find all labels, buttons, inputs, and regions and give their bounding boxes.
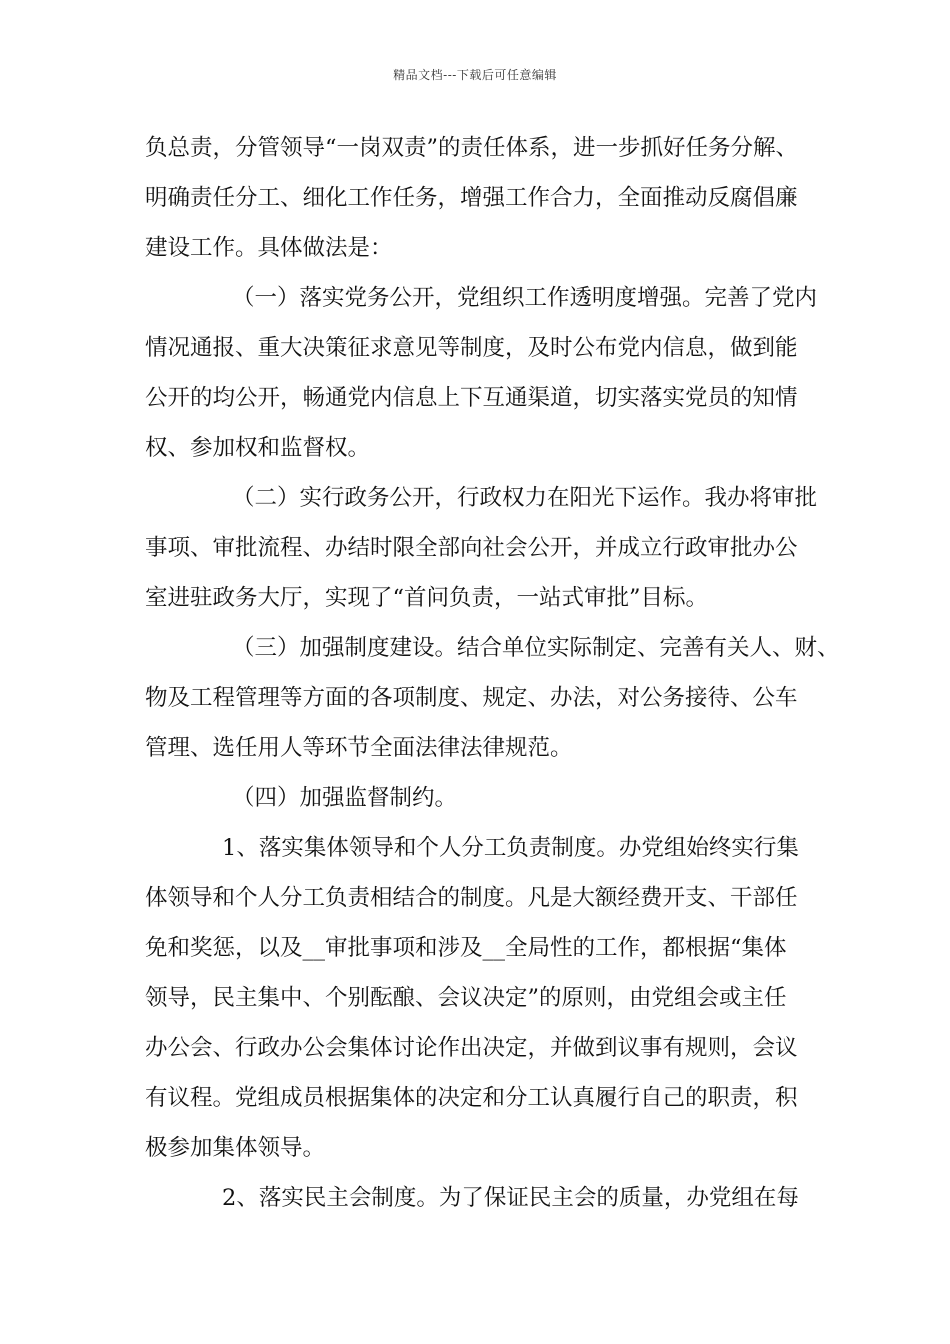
- paragraph-line: 物及工程管理等方面的各项制度、规定、办法，对公务接待、公车: [145, 685, 798, 711]
- paragraph-line: 管理、选任用人等环节全面法律法律规范。: [145, 735, 573, 761]
- paragraph-line: 2、落实民主会制度。为了保证民主会的质量，办党组在每: [222, 1185, 799, 1211]
- paragraph-line: 权、参加权和监督权。: [145, 435, 371, 461]
- paragraph-line: （二）实行政务公开，行政权力在阳光下运作。我办将审批: [232, 485, 818, 511]
- paragraph-line: 极参加集体领导。: [145, 1135, 326, 1161]
- paragraph-line: 办公会、行政办公会集体讨论作出决定，并做到议事有规则，会议: [145, 1035, 798, 1061]
- paragraph-line: 免和奖惩，以及__审批事项和涉及__全局性的工作，都根据“集体: [145, 935, 787, 961]
- page-header: 精品文档---下载后可任意编辑: [393, 68, 557, 82]
- paragraph-line: 明确责任分工、细化工作任务，增强工作合力，全面推动反腐倡廉: [145, 185, 798, 211]
- paragraph-line: 室进驻政务大厅，实现了“首问负责，一站式审批”目标。: [145, 585, 709, 611]
- paragraph-line: 负总责，分管领导“一岗双责”的责任体系，进一步抓好任务分解、: [145, 135, 799, 161]
- paragraph-line: 1、落实集体领导和个人分工负责制度。办党组始终实行集: [222, 835, 799, 861]
- paragraph-line: （一）落实党务公开，党组织工作透明度增强。完善了党内: [232, 285, 818, 311]
- paragraph-line: 体领导和个人分工负责相结合的制度。凡是大额经费开支、干部任: [145, 885, 798, 911]
- paragraph-line: （四）加强监督制约。: [232, 785, 458, 811]
- paragraph-line: 事项、审批流程、办结时限全部向社会公开，并成立行政审批办公: [145, 535, 798, 561]
- paragraph-line: 领导，民主集中、个别酝酿、会议决定”的原则，由党组会或主任: [145, 985, 787, 1011]
- paragraph-line: （三）加强制度建设。结合单位实际制定、完善有关人、财、: [232, 635, 840, 661]
- paragraph-line: 情况通报、重大决策征求意见等制度，及时公布党内信息，做到能: [145, 335, 798, 361]
- paragraph-line: 有议程。党组成员根据集体的决定和分工认真履行自己的职责，积: [145, 1085, 798, 1111]
- paragraph-line: 公开的均公开，畅通党内信息上下互通渠道，切实落实党员的知情: [145, 385, 798, 411]
- paragraph-line: 建设工作。具体做法是：: [145, 235, 393, 261]
